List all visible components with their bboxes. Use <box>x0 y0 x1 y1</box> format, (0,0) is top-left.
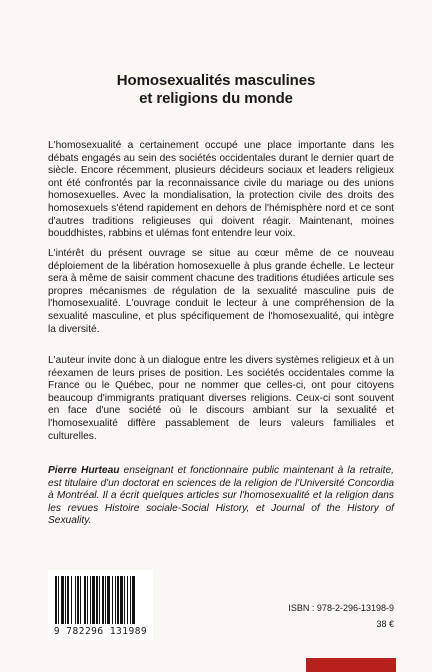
barcode-digits: 9 782296 131989 <box>53 626 148 637</box>
barcode-bar <box>96 576 98 624</box>
isbn-block <box>288 600 394 632</box>
barcode-bar <box>77 576 79 624</box>
paragraph-intro: L'homosexualité a certainement occupé une place importante dans les débats engagés au sein des sociétés occidentales durant le dernier quart de siècle. Encore récemment, plusieurs décideurs sociaux et leaders religieux ont été confrontés par la reconnaissance civile du mariage ou des unions homosexuelles. Avec la mondialisation, la protection civile des droits des homosexuels s'étend rapidement en dehors de l'hémisphère nord et ce sont d'autres traditions religieuses qui doivent réagir. Maintenant, moines bouddhistes, rabbins et ulémas font entendre leur voix. <box>48 140 394 240</box>
barcode-bar <box>75 576 76 624</box>
barcode-bar <box>55 576 57 624</box>
title-line-1: Homosexualités masculines <box>116 72 316 89</box>
barcode-bar <box>107 576 110 624</box>
paragraph-interest: L'intérêt du présent ouvrage se situe au cœur même de ce nouveau déploiement de la libération homosexuelle à plus grande échelle. Le lecteur sera à même de saisir comment chacune des traditions étudiées articule ses propres mécanismes de régulation de la sexualité masculine puis de l'homosexualité. L'ouvrage conduit le lecteur à une compréhension de la sexualité masculine, et plus spécifiquement de l'homosexualité, qui intègre la diversité. <box>48 248 394 335</box>
barcode-bar <box>102 576 104 624</box>
barcode-bar <box>92 576 95 624</box>
paragraph-dialogue: L'auteur invite donc à un dialogue entre les divers systèmes religieux et à un réexamen de leurs prises de position. Les sociétés occidentales comme la France ou le Québec, pour ne nommer que celles-ci, ont pour citoyens beaucoup d'immigrants pratiquant diverses religions. Ceux-ci sont souvent en face d'une société où le discours ambiant sur la sexualité et l'homosexualité diffère passablement de leurs valeurs familiales et culturelles. <box>48 355 394 442</box>
barcode-bar <box>105 576 106 624</box>
barcode-bar <box>127 576 128 624</box>
barcode-bar <box>58 576 59 624</box>
barcode-bar <box>61 576 64 624</box>
barcode-bar <box>132 576 135 624</box>
barcode-bar <box>130 576 131 624</box>
book-title <box>0 72 432 108</box>
barcode <box>48 570 153 640</box>
barcode-bar <box>67 576 69 624</box>
accent-bar <box>306 658 396 672</box>
barcode-bar <box>115 576 116 624</box>
barcode-bar <box>117 576 119 624</box>
barcode-bar <box>71 576 72 624</box>
barcode-bars <box>54 576 147 624</box>
author-bio-text: enseignant et fonctionnaire public maintenant à la retraite, est titulaire d'un doctorat en sciences de la religion de l'Université Concordia à Montréal. Il a écrit quelques articles sur l'homosexualité et la religion dans les revues Histoire sociale-Social History, et Journal of the History of Sexuality. <box>48 465 394 527</box>
barcode-bar <box>112 576 113 624</box>
price: 38 € <box>376 619 394 629</box>
barcode-bar <box>99 576 100 624</box>
barcode-bar <box>65 576 66 624</box>
title-line-2: et religions du monde <box>139 90 293 107</box>
barcode-bar <box>84 576 86 624</box>
barcode-bar <box>120 576 123 624</box>
isbn-number: ISBN : 978-2-296-13198-9 <box>288 603 394 613</box>
barcode-bar <box>90 576 91 624</box>
barcode-bar <box>80 576 81 624</box>
barcode-bar <box>87 576 88 624</box>
barcode-bar <box>124 576 125 624</box>
author-bio <box>48 465 394 528</box>
author-name: Pierre Hurteau <box>48 465 120 476</box>
